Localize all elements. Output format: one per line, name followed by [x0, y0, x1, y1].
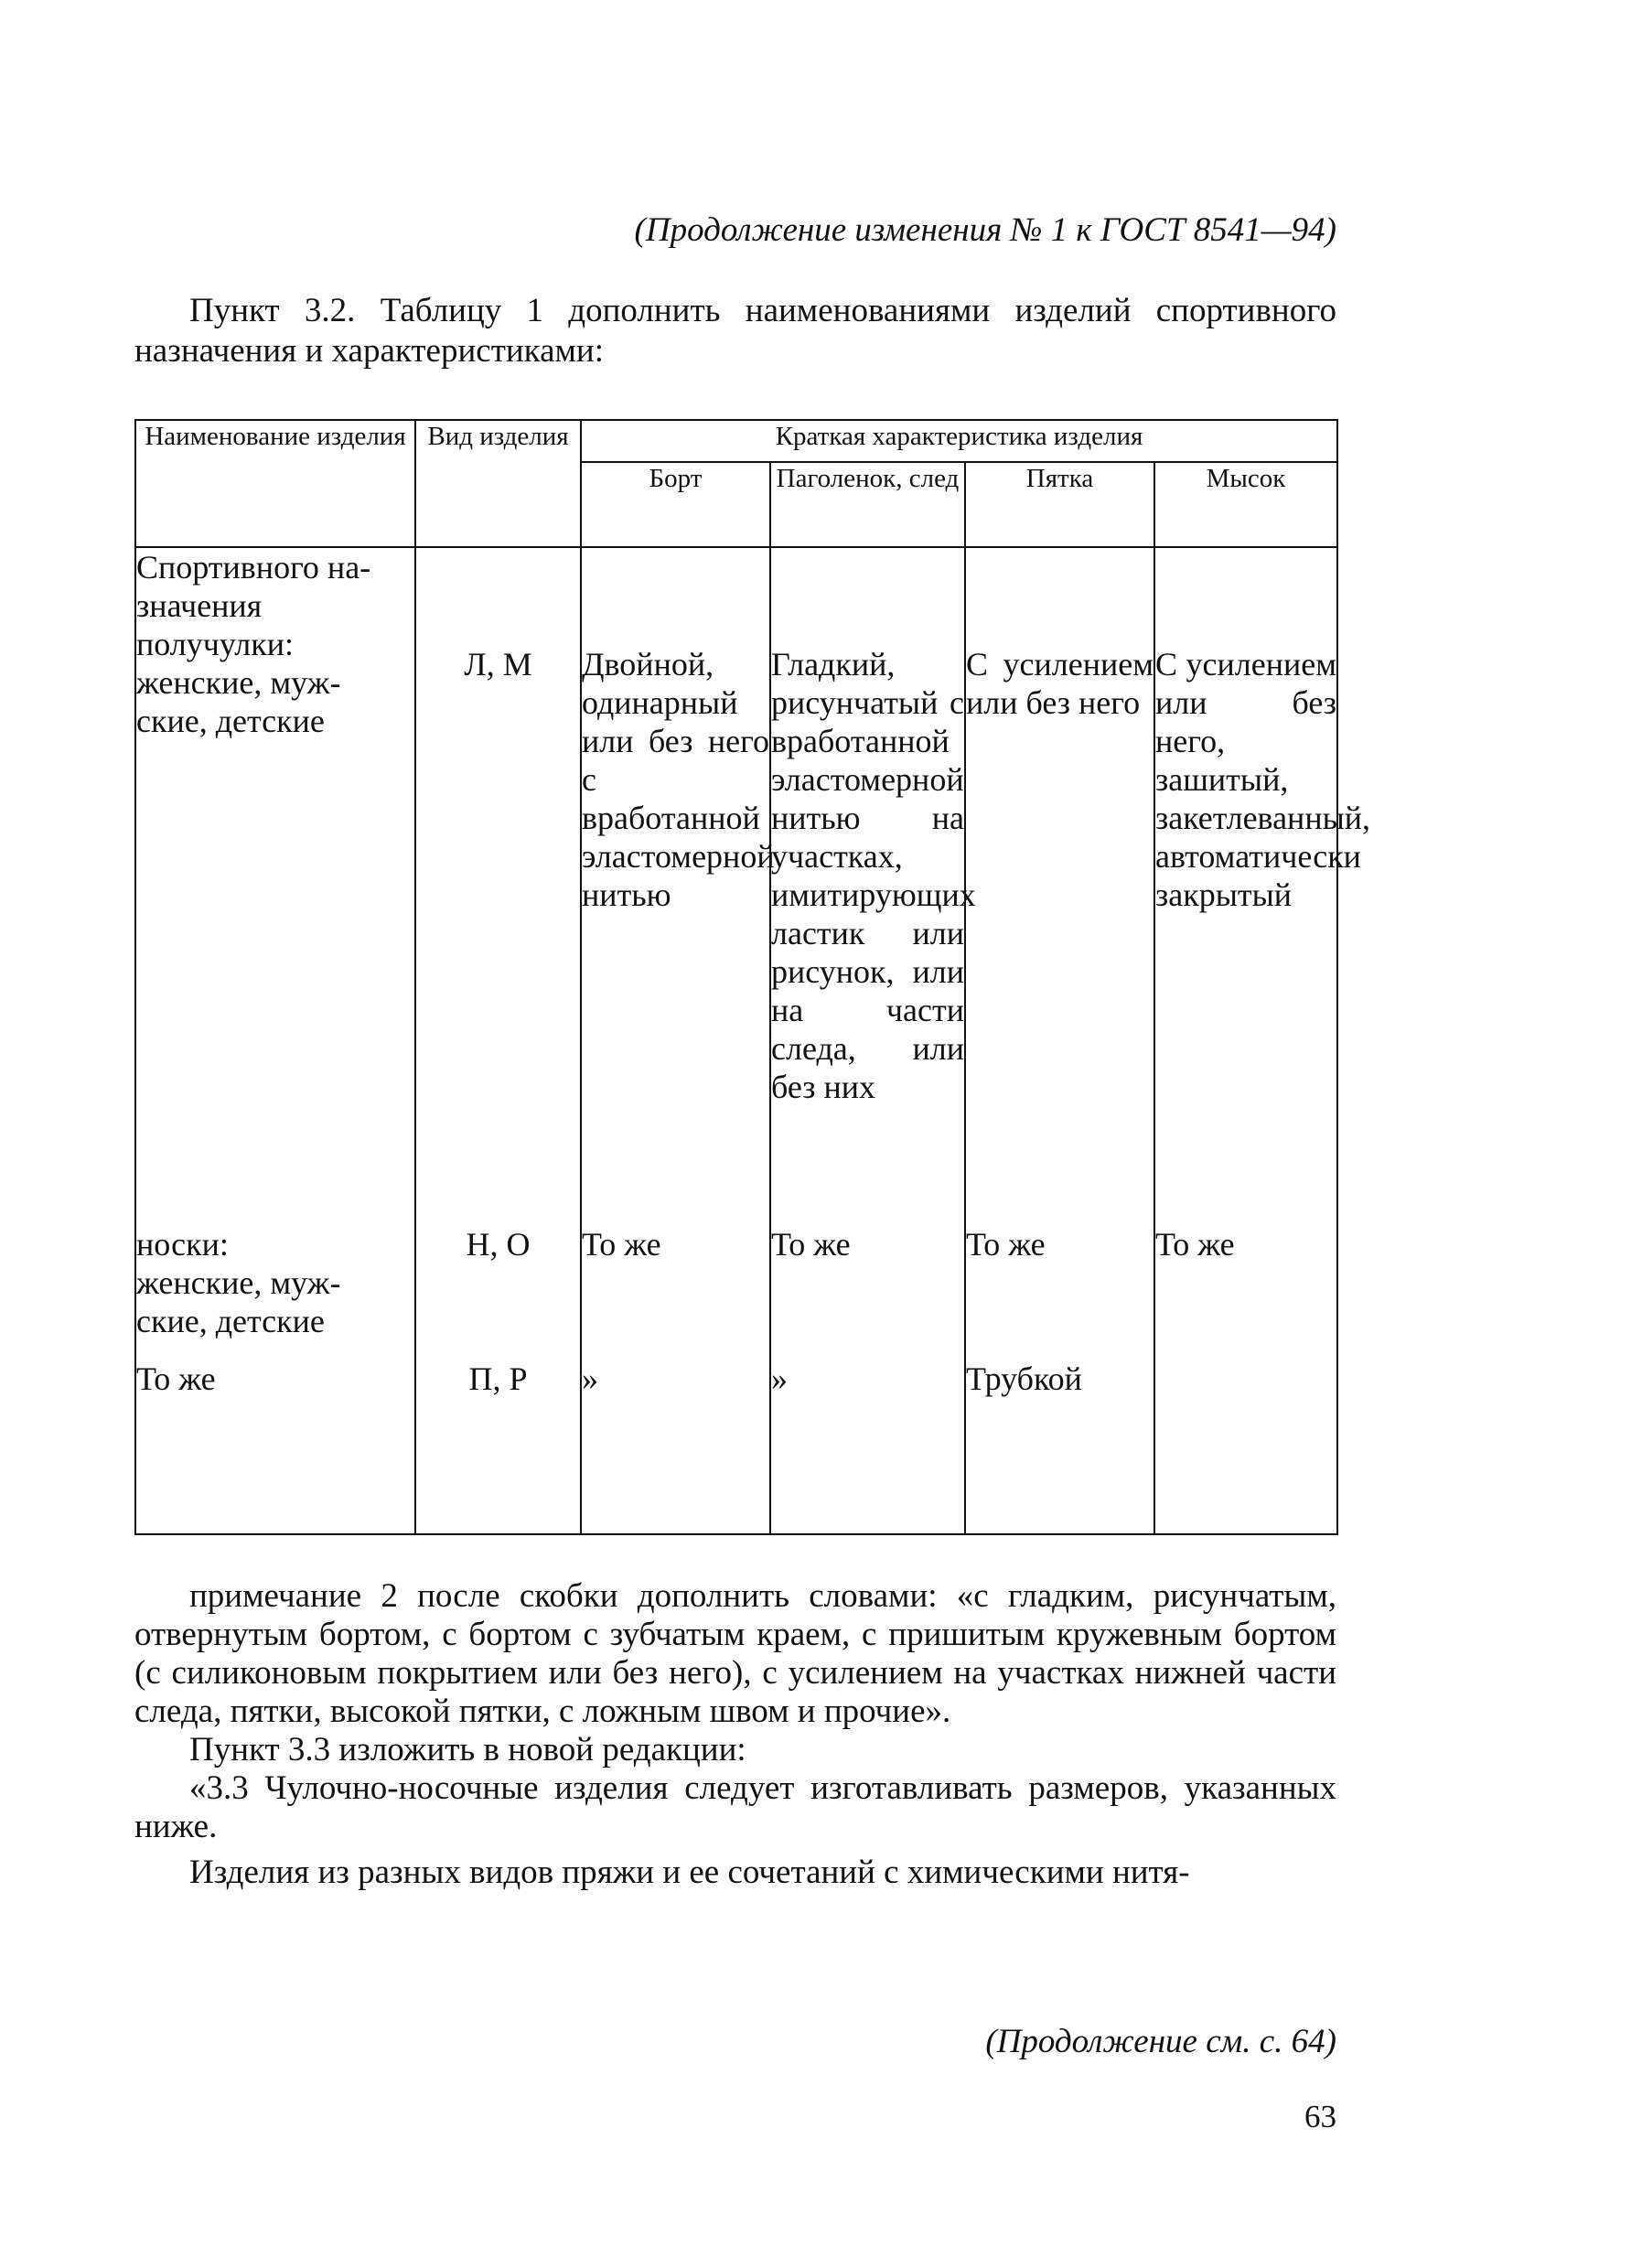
- cell-name: Спортивного на- значения получулки: женские, муж- ские, детские: [135, 547, 415, 1225]
- header-mysok: Мысок: [1154, 462, 1337, 547]
- cell-kind: Л, М: [415, 547, 581, 1225]
- cell-kind: Н, О: [415, 1225, 581, 1360]
- cell-mysok: То же: [1154, 1225, 1337, 1360]
- body-text: [134, 1577, 1336, 1892]
- cell-bort: Двойной, одинарный или без него с вработанной эластомерной нитью: [581, 547, 770, 1225]
- cell-mysok: [1154, 1360, 1337, 1534]
- continuation-header: (Продолжение изменения № 1 к ГОСТ 8541—94): [634, 211, 1336, 249]
- table-row: [135, 547, 1337, 1225]
- cell-pyatka: Трубкой: [965, 1360, 1154, 1534]
- cell-pyatka: С усилением или без него: [965, 547, 1154, 1225]
- cell-pagolenok: »: [770, 1360, 965, 1534]
- cell-bort: То же: [581, 1225, 770, 1360]
- cell-pagolenok: То же: [770, 1225, 965, 1360]
- paragraph: примечание 2 после скобки дополнить словами: «с гладким, рисунчатым, отвернутым бортом, с бортом с зубчатым краем, с пришитым кружевным бортом (с силиконовым покрытием или без него), с усилением на участках нижней части следа, пятки, высокой пятки, с ложным швом и прочие».: [134, 1577, 1336, 1730]
- cell-name: То же: [135, 1360, 415, 1534]
- paragraph: Изделия из разных видов пряжи и ее сочетаний с химическими нитя-: [189, 1854, 1190, 1891]
- table-row: [135, 1360, 1337, 1534]
- paragraph: Пункт 3.3 изложить в новой редакции:: [189, 1731, 746, 1768]
- intro-paragraph: Пункт 3.2. Таблицу 1 дополнить наименованиями изделий спортивного назначения и характеристиками:: [134, 292, 1336, 370]
- cell-pagolenok: Гладкий, рисунчатый с вработанной эластомерной нитью на участках, имитирующих ластик или рисунок, или на части следа, или без них: [770, 547, 965, 1225]
- header-characteristics: Краткая характеристика изделия: [581, 420, 1337, 462]
- cell-bort: »: [581, 1360, 770, 1534]
- cell-mysok: С усилением или без него, зашитый, закетлеванный, автоматически закрытый: [1154, 547, 1337, 1225]
- cell-pyatka: То же: [965, 1225, 1154, 1360]
- cell-kind: П, Р: [415, 1360, 581, 1534]
- header-pyatka: Пятка: [965, 462, 1154, 547]
- table-row: [135, 1225, 1337, 1360]
- header-pagolenok: Паголенок, след: [770, 462, 965, 547]
- header-name: Наименование изделия: [135, 420, 415, 547]
- header-kind: Вид изделия: [415, 420, 581, 547]
- cell-name: носки: женские, муж- ские, детские: [135, 1225, 415, 1360]
- header-bort: Борт: [581, 462, 770, 547]
- page-number: 63: [1304, 2099, 1336, 2134]
- paragraph: «3.3 Чулочно-носочные изделия следует изготавливать размеров, указанных ниже.: [134, 1769, 1336, 1845]
- product-table: [134, 419, 1371, 1535]
- continuation-footer: (Продолжение см. с. 64): [985, 2023, 1336, 2060]
